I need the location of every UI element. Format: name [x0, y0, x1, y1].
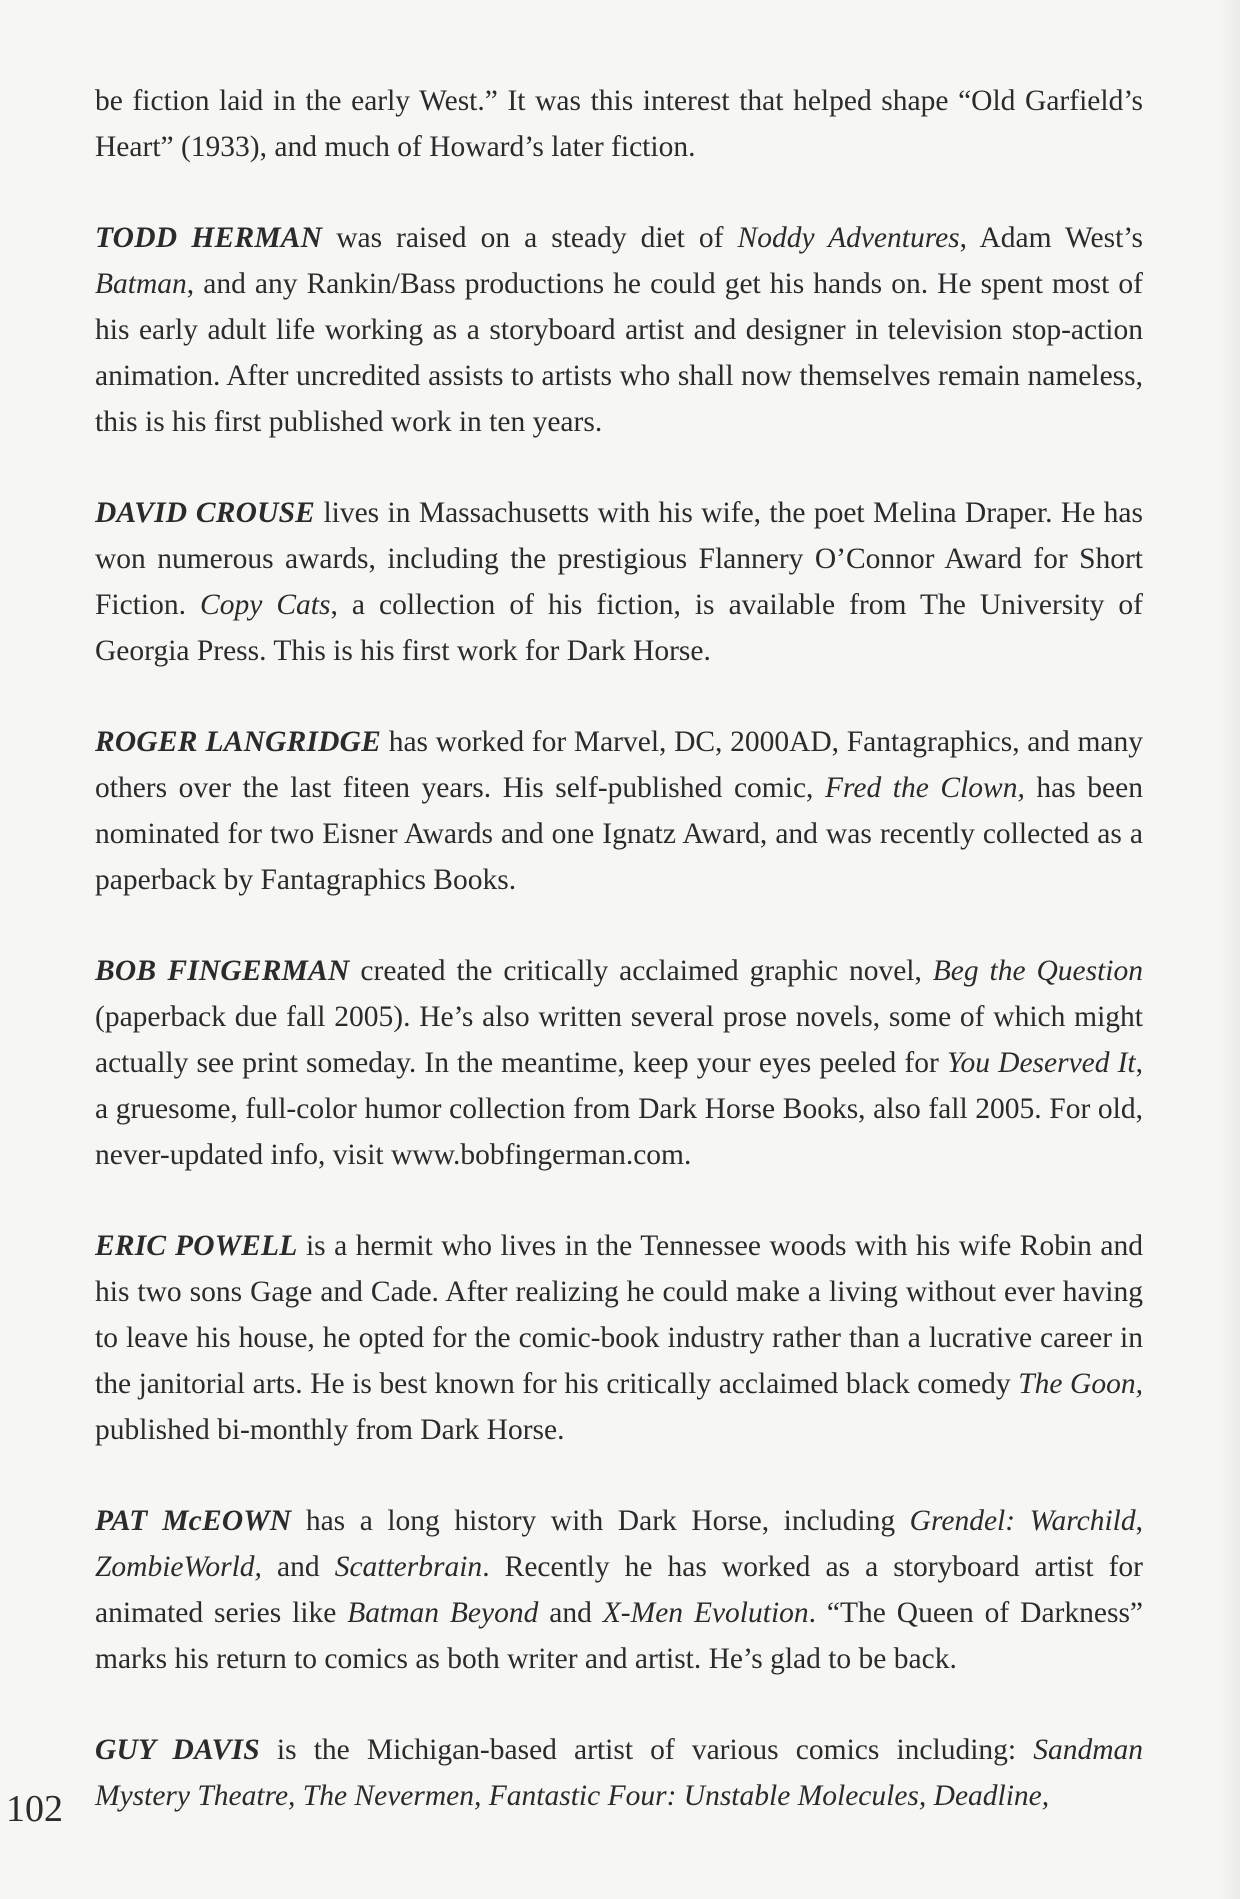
bio-text: , a collection of his fiction, is available from The University of Georgia Press. This is his first work for Dark Horse. — [95, 589, 1144, 667]
contributor-name: DAVID CROUSE — [95, 497, 316, 529]
italic-title: X-Men Evolution — [602, 1597, 809, 1629]
contributor-name: BOB FINGERMAN — [95, 955, 350, 987]
bio-text: and — [261, 1551, 335, 1583]
italic-title: Grendel: Warchild — [909, 1505, 1136, 1537]
bio-text: , — [1135, 1505, 1143, 1537]
bio-bob-fingerman — [95, 948, 1143, 1178]
contributor-name: ERIC POWELL — [95, 1230, 298, 1262]
contributor-name: TODD HERMAN — [95, 222, 323, 254]
italic-title: Batman — [95, 268, 187, 300]
bio-text: published bi-monthly from Dark Horse. — [95, 1414, 565, 1446]
contributor-name: PAT McEOWN — [95, 1505, 292, 1537]
bio-guy-davis — [95, 1727, 1143, 1819]
italic-title: ZombieWorld, — [95, 1551, 262, 1583]
bio-todd-herman — [95, 215, 1143, 445]
bio-text: , a gruesome, full-color humor collection from Dark Horse Books, also fall 2005. For old, never-updated info, visit www.bobfingerman.com. — [95, 1047, 1143, 1171]
bio-text: created the critically acclaimed graphic novel, — [349, 955, 933, 987]
italic-title: The Goon, — [1018, 1368, 1143, 1400]
bio-roger-langridge — [95, 719, 1143, 903]
bio-text: and — [538, 1597, 603, 1629]
bio-text: . “The Queen of Darkness” marks his return to comics as both writer and artist. He’s glad to be back. — [95, 1597, 1144, 1675]
bio-text: , Adam West’s — [959, 222, 1143, 254]
page-number: 102 — [6, 1788, 63, 1830]
contributor-bios — [95, 78, 1143, 1864]
bio-text: is a hermit who lives in the Tennessee woods with his wife Robin and his two sons Gage and Cade. After realizing he could make a living without ever having to leave his house, he opted for the comic-book industry rather than a lucrative career in the janitorial arts. He is best known for his critically acclaimed black comedy — [95, 1230, 1143, 1400]
italic-title: Fred the Clown, — [824, 772, 1025, 804]
bio-pat-mceown — [95, 1498, 1143, 1682]
bio-text: . Recently he has worked as a storyboard artist for animated series like — [95, 1551, 1143, 1629]
italic-title: Sandman Mystery Theatre, The Nevermen, Fantastic Four: Unstable Molecules, Deadline, — [95, 1734, 1144, 1812]
bio-text: be fiction laid in the early West.” It was this interest that helped shape “Old Garfield’s Heart” (1933), and much of Howard’s later fiction. — [95, 85, 1143, 163]
contributor-name: GUY DAVIS — [95, 1734, 260, 1766]
bio-text: , and any Rankin/Bass productions he could get his hands on. He spent most of his early adult life working as a storyboard artist and designer in television stop-action animation. After uncredited assists to artists who shall now themselves remain nameless, this is his first published work in ten years. — [95, 268, 1143, 438]
bio-text: (paperback due fall 2005). He’s also written several prose novels, some of which might actually see print someday. In the meantime, keep your eyes peeled for — [95, 1001, 1143, 1079]
bio-text: was raised on a steady diet of — [322, 222, 738, 254]
bio-eric-powell — [95, 1223, 1143, 1453]
bio-david-crouse — [95, 490, 1143, 674]
italic-title: Beg the Question — [932, 955, 1143, 987]
bio-text: has a long history with Dark Horse, including — [291, 1505, 910, 1537]
bio-text: is the Michigan-based artist of various comics including: — [259, 1734, 1034, 1766]
bio-howard-continued — [95, 78, 1143, 170]
page-edge-shadow — [1218, 0, 1240, 1899]
italic-title: Noddy Adventures — [737, 222, 960, 254]
italic-title: Scatterbrain — [334, 1551, 483, 1583]
contributor-name: ROGER LANGRIDGE — [95, 726, 382, 758]
italic-title: Copy Cats — [200, 589, 331, 621]
bio-text: lives in Massachusetts with his wife, the poet Melina Draper. He has won numerous awards, including the prestigious Flannery O’Connor Award for Short Fiction. — [95, 497, 1143, 621]
bio-text: has been nominated for two Eisner Awards and one Ignatz Award, and was recently collected as a paperback by Fantagraphics Books. — [95, 772, 1143, 896]
italic-title: Batman Beyond — [347, 1597, 539, 1629]
bio-text: has worked for Marvel, DC, 2000AD, Fantagraphics, and many others over the last fiteen years. His self-published comic, — [95, 726, 1144, 804]
italic-title: You Deserved It — [946, 1047, 1136, 1079]
